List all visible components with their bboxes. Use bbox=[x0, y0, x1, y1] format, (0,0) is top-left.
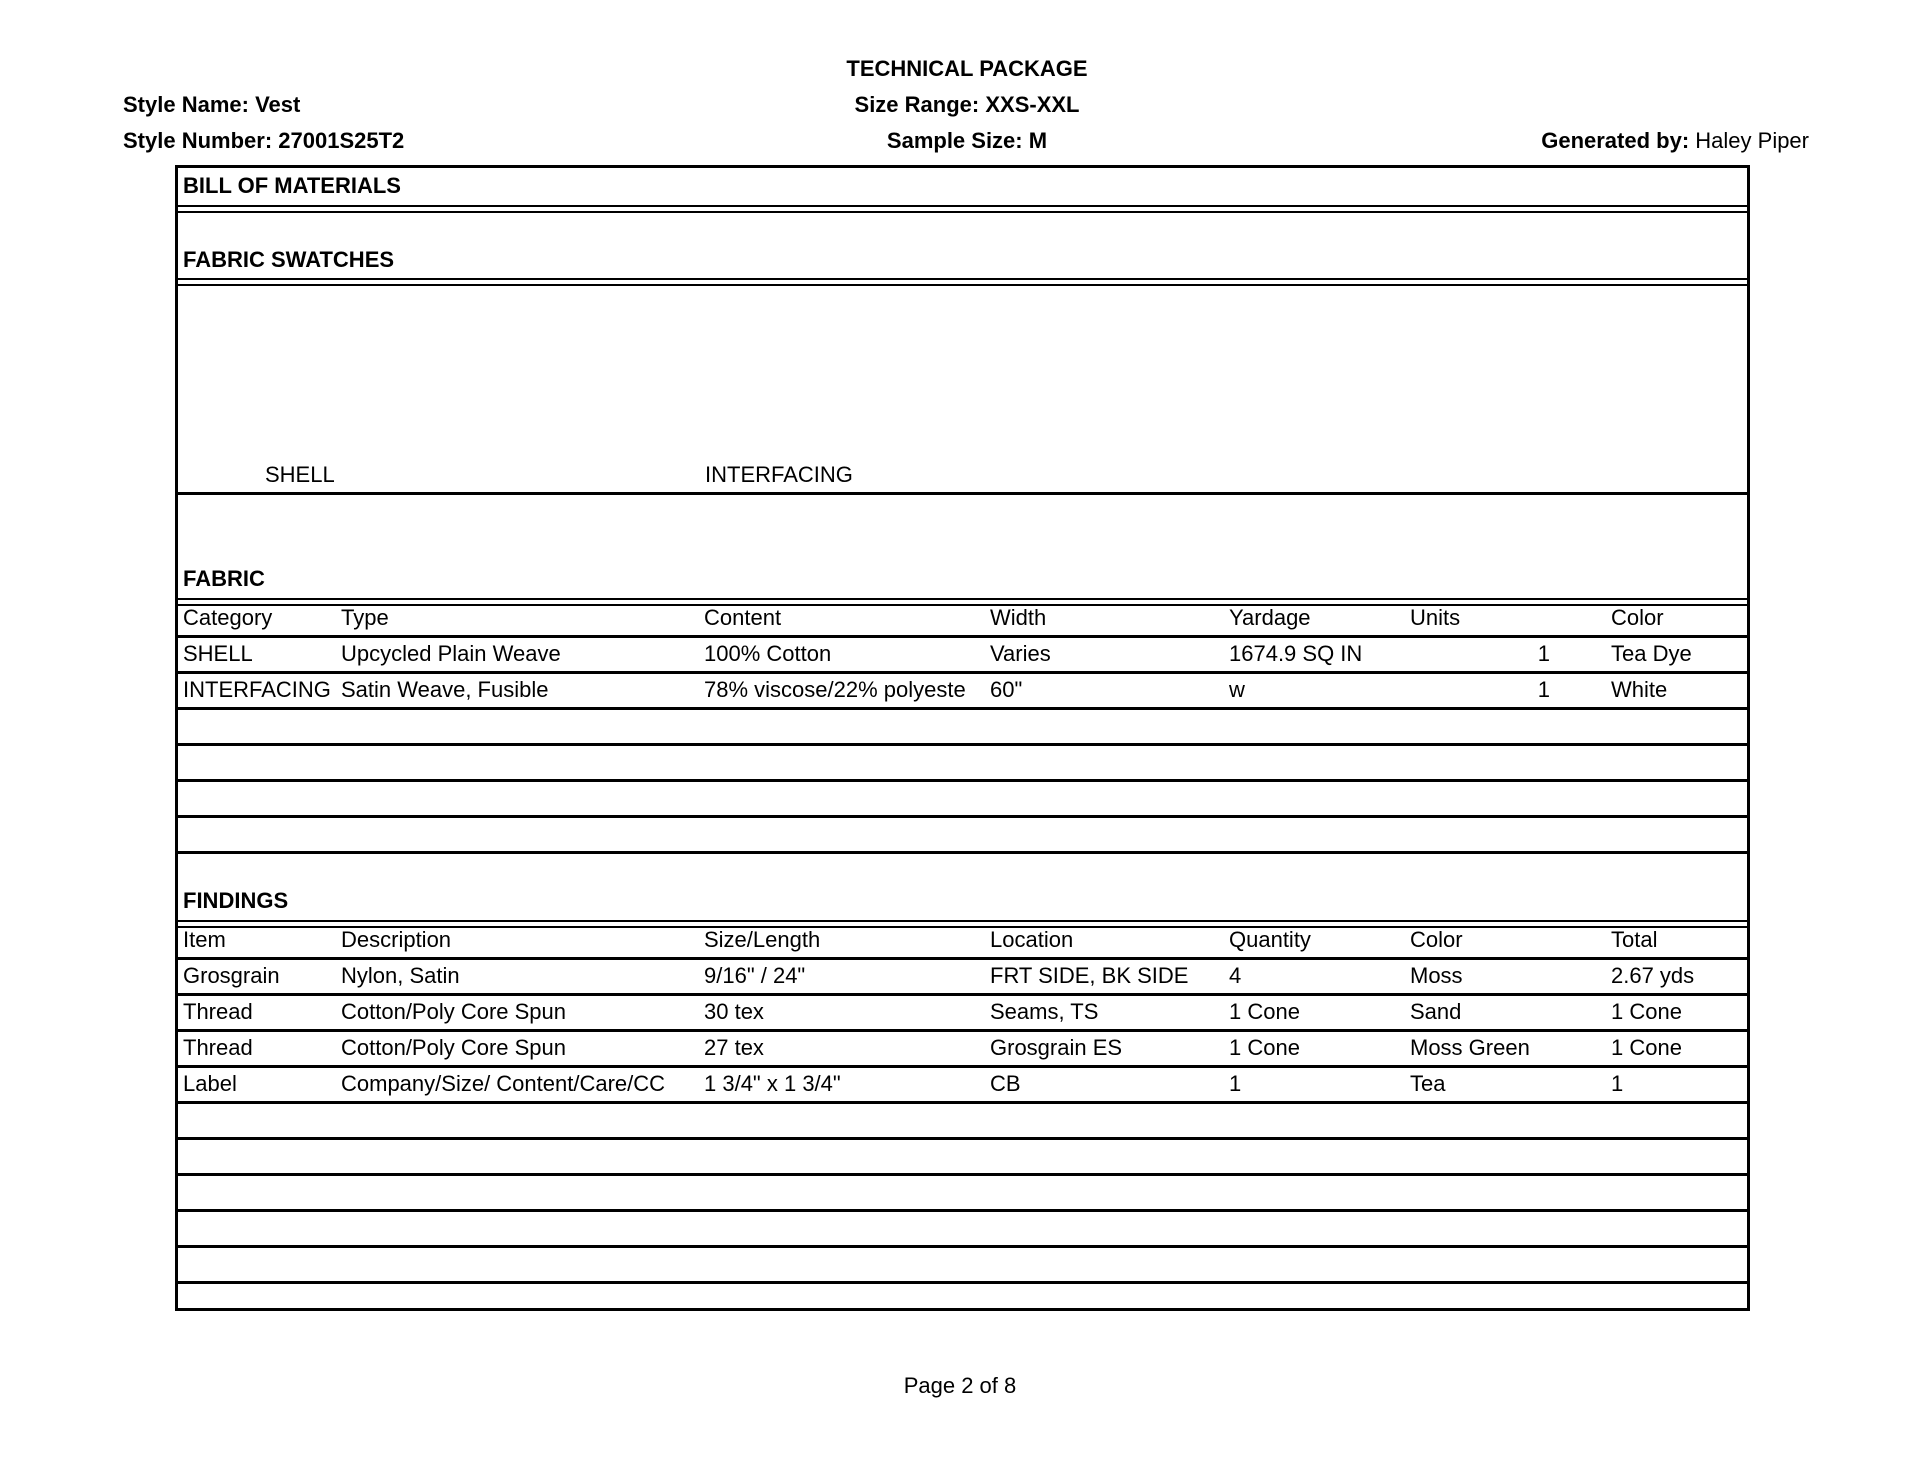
style-number-label: Style Number: bbox=[123, 128, 273, 153]
fabric-cell: Varies bbox=[990, 641, 1051, 666]
findings-header-cell: Size/Length bbox=[704, 927, 821, 952]
findings-cell: Cotton/Poly Core Spun bbox=[341, 999, 567, 1024]
style-name-label: Style Name: bbox=[123, 92, 249, 117]
findings-cell: 1 bbox=[1611, 1071, 1624, 1096]
fabric-cell: White bbox=[1611, 677, 1668, 702]
findings-cell: Thread bbox=[183, 1035, 253, 1060]
size-range bbox=[717, 91, 1217, 119]
bom-title: BILL OF MATERIALS bbox=[183, 173, 401, 198]
fabric-cell: 100% Cotton bbox=[704, 641, 832, 666]
style-name-value: Vest bbox=[255, 92, 301, 117]
fabric-cell: Upcycled Plain Weave bbox=[341, 641, 561, 666]
findings-cell: 9/16" / 24" bbox=[704, 963, 806, 988]
generated-by-value: Haley Piper bbox=[1695, 128, 1809, 153]
findings-cell: Tea bbox=[1410, 1071, 1446, 1096]
fabric-swatches-title: FABRIC SWATCHES bbox=[183, 247, 395, 272]
row-divider bbox=[178, 1065, 1747, 1068]
size-range-label: Size Range: bbox=[854, 92, 980, 117]
fabric-cell: Satin Weave, Fusible bbox=[341, 677, 549, 702]
findings-cell: Label bbox=[183, 1071, 237, 1096]
findings-cell: 1 Cone bbox=[1229, 999, 1300, 1024]
swatch-label-interfacing: INTERFACING bbox=[705, 462, 853, 487]
findings-header-cell: Description bbox=[341, 927, 452, 952]
findings-header-cell: Location bbox=[990, 927, 1074, 952]
sample-size bbox=[717, 127, 1217, 155]
findings-header-cell: Total bbox=[1611, 927, 1658, 952]
fabric-title: FABRIC bbox=[183, 566, 265, 591]
row-divider bbox=[178, 1209, 1747, 1212]
bill-of-materials-sheet bbox=[175, 165, 1750, 1311]
style-name bbox=[123, 91, 300, 119]
findings-cell: 2.67 yds bbox=[1611, 963, 1695, 988]
fabric-header-cell: Units bbox=[1410, 605, 1461, 630]
row-divider bbox=[178, 815, 1747, 818]
generated-by-label: Generated by: bbox=[1541, 128, 1690, 153]
row-divider bbox=[178, 993, 1747, 996]
fabric-header-cell: Yardage bbox=[1229, 605, 1311, 630]
tech-pack-title: TECHNICAL PACKAGE bbox=[846, 56, 1088, 81]
row-divider bbox=[178, 671, 1747, 674]
row-divider bbox=[178, 1137, 1747, 1140]
findings-cell: 1 Cone bbox=[1611, 1035, 1682, 1060]
findings-cell: 1 Cone bbox=[1229, 1035, 1300, 1060]
row-divider bbox=[178, 957, 1747, 960]
findings-cell: Thread bbox=[183, 999, 253, 1024]
generated-by bbox=[1541, 127, 1809, 155]
divider bbox=[178, 492, 1747, 495]
findings-cell: Grosgrain bbox=[183, 963, 280, 988]
row-divider bbox=[178, 743, 1747, 746]
row-divider bbox=[178, 1281, 1747, 1284]
page-number: Page 2 of 8 bbox=[903, 1373, 1017, 1398]
fabric-header-cell: Category bbox=[183, 605, 273, 630]
row-divider bbox=[178, 1101, 1747, 1104]
fabric-header-cell: Content bbox=[704, 605, 782, 630]
findings-cell: Cotton/Poly Core Spun bbox=[341, 1035, 567, 1060]
findings-cell: 1 Cone bbox=[1611, 999, 1682, 1024]
row-divider bbox=[178, 707, 1747, 710]
divider bbox=[178, 205, 1747, 213]
findings-cell: 27 tex bbox=[704, 1035, 764, 1060]
findings-cell: 4 bbox=[1229, 963, 1242, 988]
findings-cell: CB bbox=[990, 1071, 1021, 1096]
findings-cell: Moss bbox=[1410, 963, 1463, 988]
findings-cell: Seams, TS bbox=[990, 999, 1099, 1024]
fabric-cell: w bbox=[1229, 677, 1245, 702]
findings-cell: Sand bbox=[1410, 999, 1462, 1024]
fabric-header-cell: Color bbox=[1611, 605, 1664, 630]
row-divider bbox=[178, 779, 1747, 782]
row-divider bbox=[178, 1245, 1747, 1248]
fabric-cell: 1 bbox=[1537, 677, 1550, 702]
row-divider bbox=[178, 1173, 1747, 1176]
divider bbox=[178, 278, 1747, 286]
row-divider bbox=[178, 851, 1747, 854]
style-number-value: 27001S25T2 bbox=[278, 128, 405, 153]
fabric-cell: 1674.9 SQ IN bbox=[1229, 641, 1363, 666]
findings-cell: Moss Green bbox=[1410, 1035, 1530, 1060]
findings-cell: 30 tex bbox=[704, 999, 764, 1024]
row-divider bbox=[178, 1029, 1747, 1032]
fabric-header-cell: Width bbox=[990, 605, 1047, 630]
findings-title: FINDINGS bbox=[183, 888, 289, 913]
fabric-cell: SHELL bbox=[183, 641, 253, 666]
findings-cell: Company/Size/ Content/Care/CC bbox=[341, 1071, 666, 1096]
findings-cell: 1 3/4" x 1 3/4" bbox=[704, 1071, 841, 1096]
sample-size-value: M bbox=[1028, 128, 1048, 153]
fabric-cell: 78% viscose/22% polyeste bbox=[704, 677, 966, 702]
findings-header-cell: Quantity bbox=[1229, 927, 1311, 952]
row-divider bbox=[178, 635, 1747, 638]
size-range-value: XXS-XXL bbox=[985, 92, 1080, 117]
findings-header-cell: Color bbox=[1410, 927, 1463, 952]
fabric-cell: 60" bbox=[990, 677, 1023, 702]
style-number bbox=[123, 127, 404, 155]
fabric-cell: 1 bbox=[1537, 641, 1550, 666]
fabric-header-cell: Type bbox=[341, 605, 389, 630]
findings-cell: Grosgrain ES bbox=[990, 1035, 1123, 1060]
findings-cell: Nylon, Satin bbox=[341, 963, 460, 988]
findings-header-cell: Item bbox=[183, 927, 226, 952]
sample-size-label: Sample Size: bbox=[886, 128, 1023, 153]
findings-cell: 1 bbox=[1229, 1071, 1242, 1096]
fabric-cell: Tea Dye bbox=[1611, 641, 1692, 666]
swatch-label-shell: SHELL bbox=[265, 462, 335, 487]
findings-cell: FRT SIDE, BK SIDE bbox=[990, 963, 1189, 988]
fabric-cell: INTERFACING bbox=[183, 677, 331, 702]
